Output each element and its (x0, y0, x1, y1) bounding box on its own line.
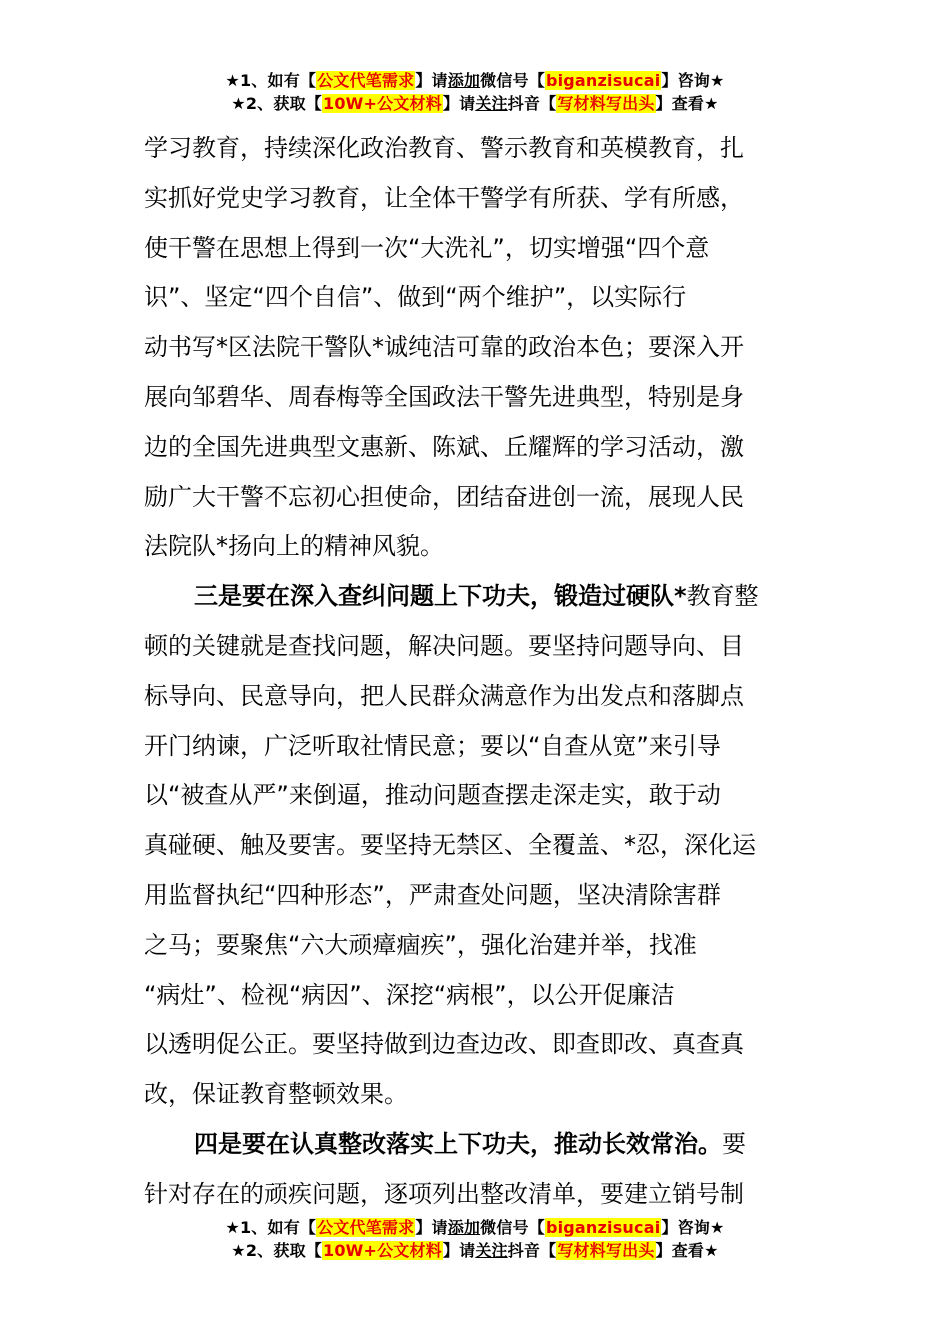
paragraph-heading: 三是要在深入查纠问题上下功夫，锻造过硬队* (194, 582, 687, 611)
highlight-douyin: 写材料写出头 (557, 1241, 655, 1260)
highlight-service: 公文代笔需求 (317, 1218, 415, 1237)
text-line: 用监督执纪“四种形态”，严肃查处问题，坚决清除害群 (144, 880, 721, 909)
banner-text: ★1、如有【 (225, 1218, 317, 1237)
text-line: 励广大干警不忘初心担使命，团结奋进创一流，展现人民 (144, 482, 744, 511)
text-line: 以“被查从严”来倒逼，推动问题查摆走深走实，敢于动 (144, 781, 721, 810)
banner-text: 】咨询★ (661, 1218, 725, 1237)
banner-text: 】咨询★ (661, 71, 725, 90)
text-line: 针对存在的顽疾问题，逐项列出整改清单，要建立销号制 (144, 1179, 744, 1208)
text-line: 法院队*扬向上的精神风貌。 (144, 532, 444, 561)
banner-text: ★1、如有【 (225, 71, 317, 90)
text-run: 要 (722, 1129, 746, 1158)
banner-underlined: 添加 (447, 1218, 481, 1237)
banner-text: 】请 (415, 71, 448, 90)
banner-text: 微信号【 (480, 1218, 545, 1237)
text-line: 以透明促公正。要坚持做到边查边改、即查即改、真查真 (144, 1030, 744, 1059)
text-line: 使干警在思想上得到一次“大洗礼”，切实增强“四个意 (144, 233, 710, 262)
banner-underlined: 关注 (475, 1241, 508, 1260)
text-line: 边的全国先进典型文惠新、陈斌、丘耀辉的学习活动，激 (144, 432, 744, 461)
banner-text: 】请 (415, 1218, 448, 1237)
banner-line-2 (0, 93, 950, 116)
highlight-materials: 10W+公文材料 (322, 1241, 442, 1260)
highlight-wechat-id: biganzisucai (545, 1218, 661, 1237)
banner-text: 抖音【 (507, 94, 557, 113)
text-line: 开门纳谏，广泛听取社情民意；要以“自查从宽”来引导 (144, 731, 721, 760)
document-body (144, 124, 806, 1220)
banner-underlined: 添加 (447, 71, 481, 90)
footer-banner (0, 1217, 950, 1263)
text-line: “病灶”、检视“病因”、深挖“病根”，以公开促廉洁 (144, 980, 675, 1009)
paragraph-1 (144, 124, 806, 572)
highlight-wechat-id: biganzisucai (545, 71, 661, 90)
banner-text: ★2、获取【 (231, 94, 322, 113)
text-line: 实抓好党史学习教育，让全体干警学有所获、学有所感， (144, 183, 744, 212)
banner-text: 】请 (442, 94, 476, 113)
banner-line-1 (0, 70, 950, 93)
highlight-materials: 10W+公文材料 (322, 94, 442, 113)
banner-text: 】请 (442, 1241, 476, 1260)
text-line: 学习教育，持续深化政治教育、警示教育和英模教育，扎 (144, 134, 744, 162)
text-run: 教育整 (686, 582, 759, 611)
banner-line-1 (0, 1217, 950, 1240)
banner-text: 抖音【 (507, 1241, 557, 1260)
banner-text: 】查看★ (655, 94, 719, 113)
text-line: 动书写*区法院干警队*诚纯洁可靠的政治本色；要深入开 (144, 333, 744, 362)
banner-text: 微信号【 (480, 71, 545, 90)
header-banner (0, 70, 950, 116)
highlight-douyin: 写材料写出头 (557, 94, 655, 113)
paragraph-3 (144, 1120, 806, 1220)
text-line: 真碰硬、触及要害。要坚持无禁区、全覆盖、*忍，深化运 (144, 831, 756, 860)
text-line (144, 572, 806, 622)
text-line: 改，保证教育整顿效果。 (144, 1080, 408, 1109)
banner-underlined: 关注 (475, 94, 508, 113)
text-line: 标导向、民意导向，把人民群众满意作为出发点和落脚点 (144, 681, 744, 710)
banner-text: 】查看★ (655, 1241, 719, 1260)
highlight-service: 公文代笔需求 (317, 71, 415, 90)
banner-line-2 (0, 1240, 950, 1263)
paragraph-2 (144, 572, 806, 1120)
text-line: 顿的关键就是查找问题，解决问题。要坚持问题导向、目 (144, 631, 744, 660)
text-line: 展向邹碧华、周春梅等全国政法干警先进典型，特别是身 (144, 382, 744, 411)
banner-text: ★2、获取【 (231, 1241, 322, 1260)
text-line: 识”、坚定“四个自信”、做到“两个维护”，以实际行 (144, 283, 687, 312)
text-line: 之马；要聚焦“六大顽瘴痼疾”，强化治建并举，找准 (144, 930, 697, 959)
text-line (144, 1120, 806, 1170)
paragraph-heading: 四是要在认真整改落实上下功夫，推动长效常治。 (194, 1129, 722, 1158)
